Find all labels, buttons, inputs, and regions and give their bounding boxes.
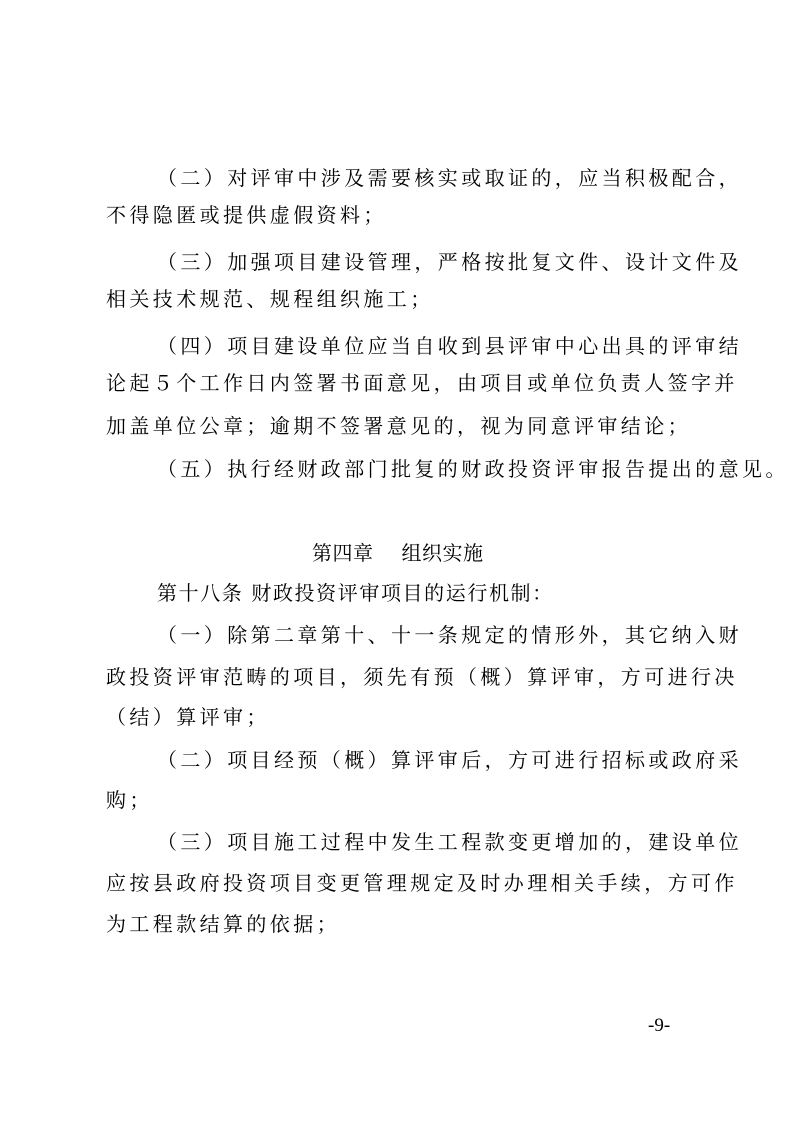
paragraph-line: （三）加强项目建设管理，严格按批复文件、设计文件及 — [157, 250, 742, 274]
paragraph-line: （一）除第二章第十、十一条规定的情形外，其它纳入财 — [157, 623, 742, 647]
paragraph-line: 政投资评审范畴的项目，须先有预（概）算评审，方可进行决 — [106, 665, 738, 689]
paragraph-line: 论起５个工作日内签署书面意见，由项目或单位负责人签字并 — [106, 371, 738, 395]
paragraph-line: （二）项目经预（概）算评审后，方可进行招标或政府采 — [157, 748, 742, 772]
chapter-title: 组织实施 — [401, 541, 484, 565]
paragraph-line: （四）项目建设单位应当自收到县评审中心出具的评审结 — [157, 334, 742, 358]
paragraph-line: （二）对评审中涉及需要核实或取证的，应当积极配合， — [157, 166, 742, 190]
chapter-number: 第四章 — [312, 541, 374, 565]
paragraph-line: （结）算评审； — [106, 705, 270, 729]
paragraph-line: （五）执行经财政部门批复的财政投资评审报告提出的意见。 — [157, 457, 789, 481]
page-number: -9- — [648, 1015, 671, 1036]
chapter-heading — [312, 540, 484, 566]
paragraph-line: 应按县政府投资项目变更管理规定及时办理相关手续，方可作 — [106, 871, 738, 895]
paragraph-line: 加盖单位公章；逾期不签署意见的，视为同意评审结论； — [106, 414, 691, 438]
paragraph-line: 不得隐匿或提供虚假资料； — [106, 203, 387, 227]
paragraph-line: 相关技术规范、规程组织施工； — [106, 287, 434, 311]
article-heading-line: 第十八条 财政投资评审项目的运行机制： — [157, 581, 554, 605]
paragraph-line: （三）项目施工过程中发生工程款变更增加的，建设单位 — [157, 830, 742, 854]
paragraph-line: 为工程款结算的依据； — [106, 912, 340, 936]
paragraph-line: 购； — [106, 788, 153, 812]
